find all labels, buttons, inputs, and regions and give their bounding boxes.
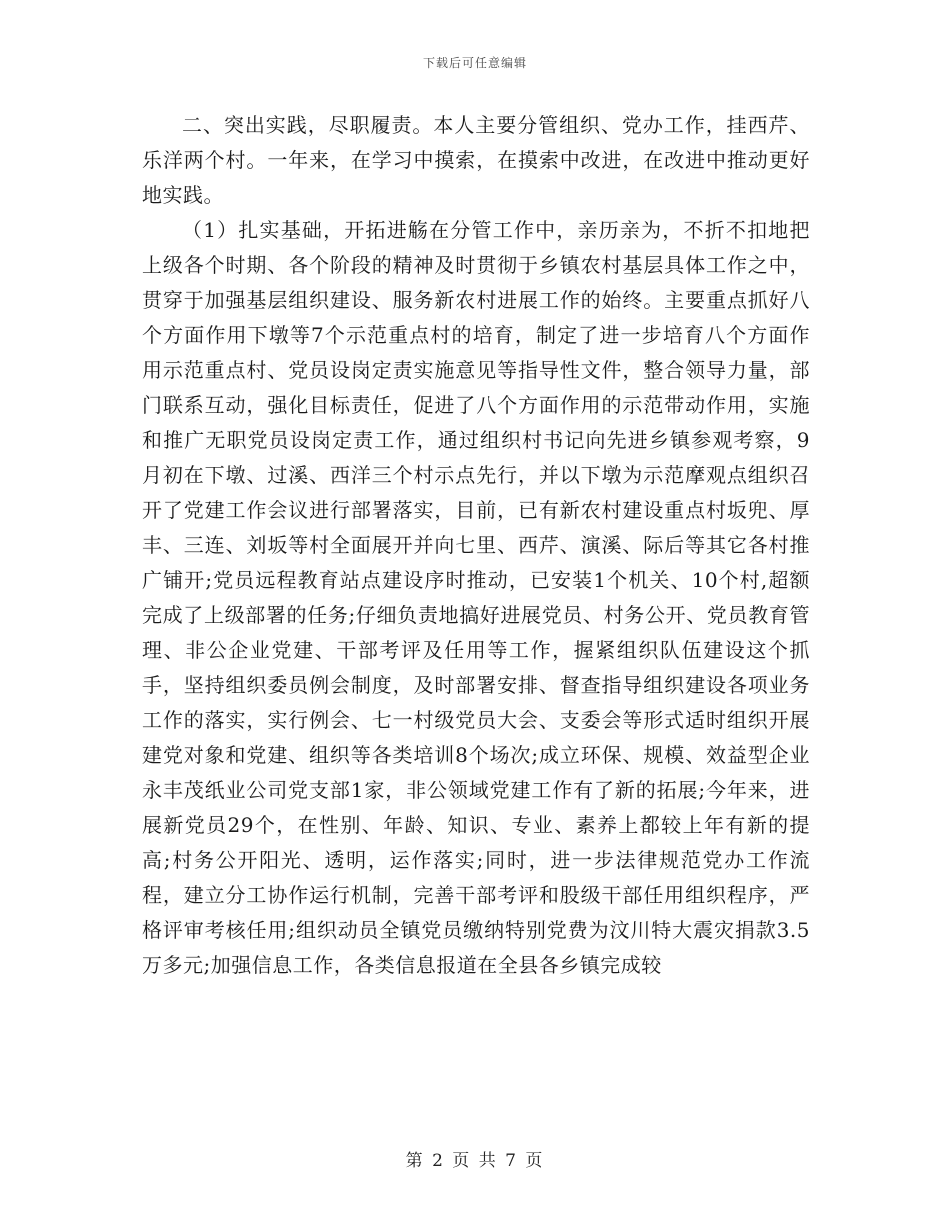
document-body [142,108,810,983]
paragraph-practice-summary: 二、突出实践，尽职履责。本人主要分管组织、党办工作，挂西芹、乐洋两个村。一年来，在学习中摸索，在摸索中改进，在改进中推动更好地实践。 [142,113,810,207]
paragraph-organization-work: （1）扎实基础，开拓进觞在分管工作中，亲历亲为，不折不扣地把上级各个时期、各个阶段的精神及时贯彻于乡镇农村基层具体工作之中，贯穿于加强基层组织建设、服务新农村进展工作的始终。主要重点抓好八个方面作用下墩等7个示范重点村的培育，制定了进一步培育八个方面作用示范重点村、党员设岗定责实施意见等指导性文件，整合领导力量，部门联系互动，强化目标责任，促进了八个方面作用的示范带动作用，实施和推广无职党员设岗定责工作，通过组织村书记向先进乡镇参观考察，9月初在下墩、过溪、西洋三个村示点先行，并以下墩为示范摩观点组织召开了党建工作会议进行部署落实，目前，已有新农村建设重点村坂兜、厚丰、三连、刘坂等村全面展开并向七里、西芹、演溪、际后等其它各村推广铺开;党员远程教育站点建设序时推动，已安装1个机关、10个村,超额完成了上级部署的任务;仔细负责地搞好进展党员、村务公开、党员教育管理、非公企业党建、干部考评及任用等工作，握紧组织队伍建设这个抓手，坚持组织委员例会制度，及时部署安排、督查指导组织建设各项业务工作的落实，实行例会、七一村级党员大会、支委会等形式适时组织开展建党对象和党建、组织等各类培训8个场次;成立环保、规模、效益型企业永丰茂纸业公司党支部1家，非公领域党建工作有了新的拓展;今年来，进展新党员29个，在性别、年龄、知识、专业、素养上都较上年有新的提高;村务公开阳光、透明，运作落实;同时，进一步法律规范党办工作流程，建立分工协作运行机制，完善干部考评和股级干部任用组织程序，严格评审考核任用;组织动员全镇党员缴纳特别党费为汶川特大震灾捐款3.5万多元;加强信息工作，各类信息报道在全县各乡镇完成较 [142,218,810,977]
page-number: 第 2 页 共 7 页 [405,1151,545,1171]
page-header: 下载后可任意编辑 [422,56,527,70]
